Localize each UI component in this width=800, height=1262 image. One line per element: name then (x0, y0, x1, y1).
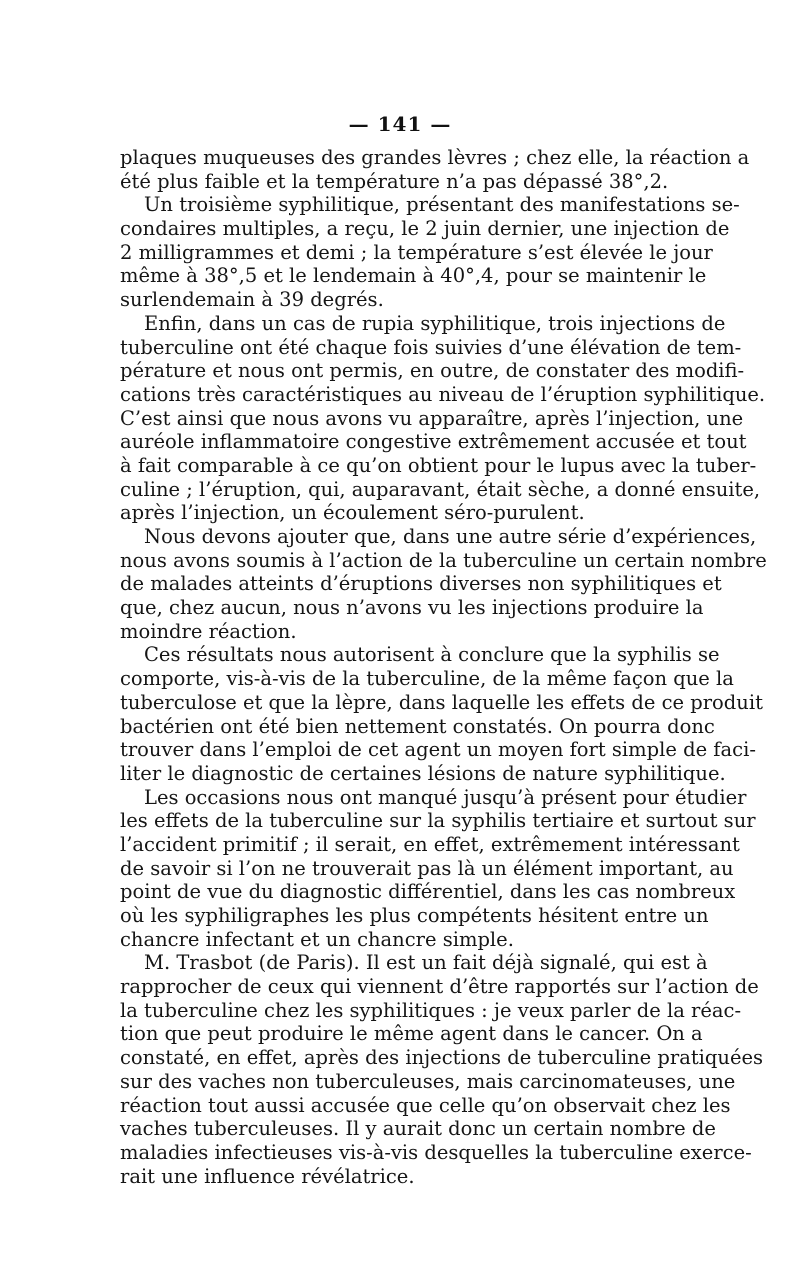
text-line: de savoir si l’on ne trouverait pas là un élément important, au (120, 856, 734, 880)
text-line: tion que peut produire le même agent dans le cancer. On a (120, 1022, 703, 1046)
text-line: surlendemain à 39 degrés. (120, 288, 384, 312)
text-line: été plus faible et la température n’a pas dépassé 38°,2. (120, 169, 669, 193)
text-line: rait une influence révélatrice. (120, 1164, 415, 1188)
text-line: après l’injection, un écoulement séro-purulent. (120, 501, 585, 525)
text-line: comporte, vis-à-vis de la tuberculine, de la même façon que la (120, 667, 734, 691)
text-line: M. Trasbot (de Paris). Il est un fait déjà signalé, qui est à (144, 951, 708, 975)
text-line: de malades atteints d’éruptions diverses non syphilitiques et (120, 572, 722, 596)
text-line: où les syphiligraphes les plus compétents hésitent entre un (120, 904, 709, 927)
text-line: trouver dans l’emploi de cet agent un moyen fort simple de faci- (120, 738, 756, 762)
text-line: nous avons soumis à l’action de la tuberculine un certain nombre (120, 548, 767, 572)
text-line: moindre réaction. (120, 619, 297, 643)
text-line: point de vue du diagnostic différentiel, dans les cas nombreux (120, 880, 736, 904)
text-line: Ces résultats nous autorisent à conclure que la syphilis se (144, 643, 720, 667)
text-line: maladies infectieuses vis-à-vis desquelles la tuberculine exerce- (120, 1140, 752, 1164)
text-line: chancre infectant et un chancre simple. (120, 927, 514, 951)
text-line: vaches tuberculeuses. Il y aurait donc un certain nombre de (120, 1117, 716, 1141)
text-line: tuberculose et que la lèpre, dans laquelle les effets de ce produit (120, 690, 763, 714)
text-line: Un troisième syphilitique, présentant des manifestations se- (144, 193, 740, 217)
text-line: cations très caractéristiques au niveau de l’éruption syphilitique. (120, 382, 766, 406)
text-line: C’est ainsi que nous avons vu apparaître, après l’injection, une (120, 406, 744, 430)
text-line: condaires multiples, a reçu, le 2 juin dernier, une injection de (120, 217, 730, 241)
text-line: que, chez aucun, nous n’avons vu les injections produire la (120, 596, 704, 620)
body-text (120, 146, 767, 1188)
text-line: 2 milligrammes et demi ; la température s’est élevée le jour (120, 240, 713, 264)
text-line: tuberculine ont été chaque fois suivies d’une élévation de tem- (120, 335, 742, 359)
text-line: pérature et nous ont permis, en outre, de constater des modifi- (120, 359, 745, 383)
text-line: sur des vaches non tuberculeuses, mais carcinomateuses, une (120, 1069, 736, 1093)
text-line: réaction tout aussi accusée que celle qu’on observait chez les (120, 1093, 731, 1117)
text-line: la tuberculine chez les syphilitiques : je veux parler de la réac- (120, 998, 742, 1022)
text-line: auréole inflammatoire congestive extrêmement accusée et tout (120, 430, 747, 454)
text-line: culine ; l’éruption, qui, auparavant, était sèche, a donné ensuite, (120, 477, 761, 501)
text-line: Enfin, dans un cas de rupia syphilitique, trois injections de (144, 311, 726, 335)
text-line: les effets de la tuberculine sur la syphilis tertiaire et surtout sur (120, 809, 756, 833)
text-line: rapprocher de ceux qui viennent d’être rapportés sur l’action de (120, 975, 759, 999)
text-line: Nous devons ajouter que, dans une autre série d’expériences, (144, 525, 757, 548)
text-line: bactérien ont été bien nettement constatés. On pourra donc (120, 714, 715, 738)
page-number-header: — 141 — (348, 112, 452, 136)
text-line: liter le diagnostic de certaines lésions de nature syphilitique. (120, 761, 726, 785)
text-line: constaté, en effet, après des injections de tuberculine pratiquées (120, 1046, 764, 1070)
text-line: l’accident primitif ; il serait, en effet, extrêmement intéressant (120, 832, 740, 856)
text-line: Les occasions nous ont manqué jusqu’à présent pour étudier (144, 785, 747, 809)
text-line: à fait comparable à ce qu’on obtient pour le lupus avec la tuber- (120, 453, 757, 477)
text-line: plaques muqueuses des grandes lèvres ; chez elle, la réaction a (120, 146, 750, 169)
text-line: même à 38°,5 et le lendemain à 40°,4, pour se maintenir le (120, 264, 707, 288)
